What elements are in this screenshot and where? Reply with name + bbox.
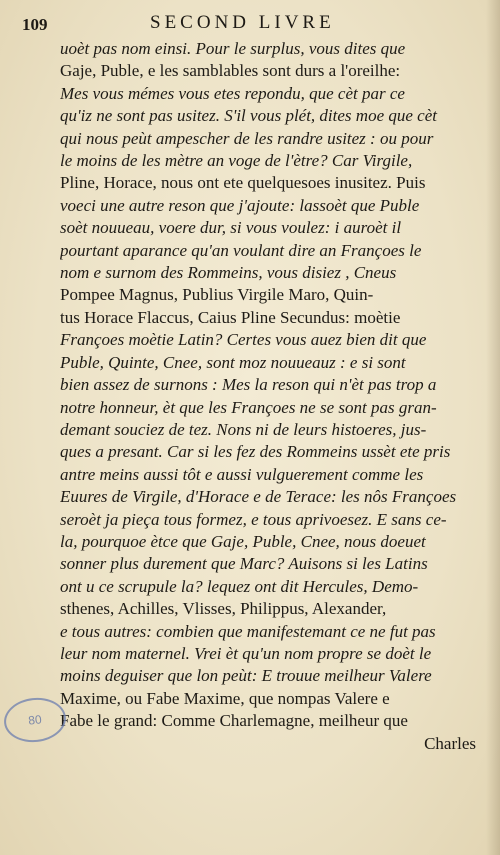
- text-line: tus Horace Flaccus, Caius Pline Secundus: moètie: [60, 307, 401, 327]
- text-line: Euures de Virgile, d'Horace e de Terace: les nôs Françoes: [60, 487, 457, 507]
- body-text: [60, 38, 490, 755]
- text-line: Pline, Horace, nous ont ete quelquesoes inusitez. Puis: [60, 173, 426, 193]
- text-line: e tous autres: combien que manifestemant ce ne fut pas: [60, 621, 436, 641]
- text-line: sthenes, Achilles, Vlisses, Philippus, Alexander,: [60, 599, 387, 619]
- text-line: Puble, Quinte, Cnee, sont moz nouueauz : e si sont: [60, 352, 406, 372]
- text-line: demant souciez de tez. Nons ni de leurs histoeres, jus-: [60, 419, 427, 439]
- text-line: la, pourquoe ètce que Gaje, Puble, Cnee, nous doeuet: [60, 531, 426, 551]
- library-stamp: 80: [2, 695, 68, 745]
- text-line: Maxime, ou Fabe Maxime, que nompas Valere e: [60, 688, 390, 708]
- text-line: pourtant aparance qu'an voulant dire an Françoes le: [60, 240, 422, 260]
- text-line: leur nom maternel. Vrei èt qu'un nom propre se doèt le: [60, 643, 432, 663]
- text-line: sonner plus durement que Marc? Auisons si les Latins: [60, 554, 428, 574]
- text-line: Fabe le grand: Comme Charlemagne, meilheur que: [60, 711, 408, 731]
- text-line: moins deguiser que lon peùt: E trouue meilheur Valere: [60, 666, 432, 686]
- text-line: ont u ce scrupule la? lequez ont dit Hercules, Demo-: [60, 576, 419, 596]
- text-line: Gaje, Puble, e les samblables sont durs a l'oreilhe:: [60, 61, 401, 81]
- running-head: SECOND LIVRE: [150, 12, 335, 33]
- text-line: Mes vous mémes vous etes repondu, que cèt par ce: [60, 83, 405, 103]
- text-line: seroèt ja pieça tous formez, e tous aprivoesez. E sans ce-: [60, 509, 447, 529]
- text-line: nom e surnom des Rommeins, vous disiez , Cneus: [60, 263, 397, 283]
- text-line: Françoes moètie Latin? Certes vous auez bien dit que: [60, 330, 427, 350]
- text-line: soèt nouueau, voere dur, si vous voulez: i auroèt il: [60, 218, 402, 238]
- text-line: qui nous peùt ampescher de les randre usitez : ou pour: [60, 128, 434, 148]
- text-line: qu'iz ne sont pas usitez. S'il vous plét, dites moe que cèt: [60, 106, 437, 126]
- text-line: voeci une autre reson que j'ajoute: lassoèt que Puble: [60, 195, 420, 215]
- text-line: le moins de les mètre an voge de l'ètre? Car Virgile,: [60, 151, 413, 171]
- text-line: notre honneur, èt que les Françoes ne se sont pas gran-: [60, 397, 437, 417]
- text-line: Pompee Magnus, Publius Virgile Maro, Quin-: [60, 285, 374, 305]
- page-number: 109: [22, 15, 48, 34]
- text-line: ques a presant. Car si les fez des Rommeins ussèt ete pris: [60, 442, 451, 462]
- text-line: bien assez de surnons : Mes la reson qui n'èt pas trop a: [60, 375, 437, 395]
- text-line: antre meins aussi tôt e aussi vulguerement comme les: [60, 464, 424, 484]
- catchword: Charles: [424, 733, 476, 753]
- text-line: uoèt pas nom einsi. Pour le surplus, vous dites que: [60, 39, 406, 58]
